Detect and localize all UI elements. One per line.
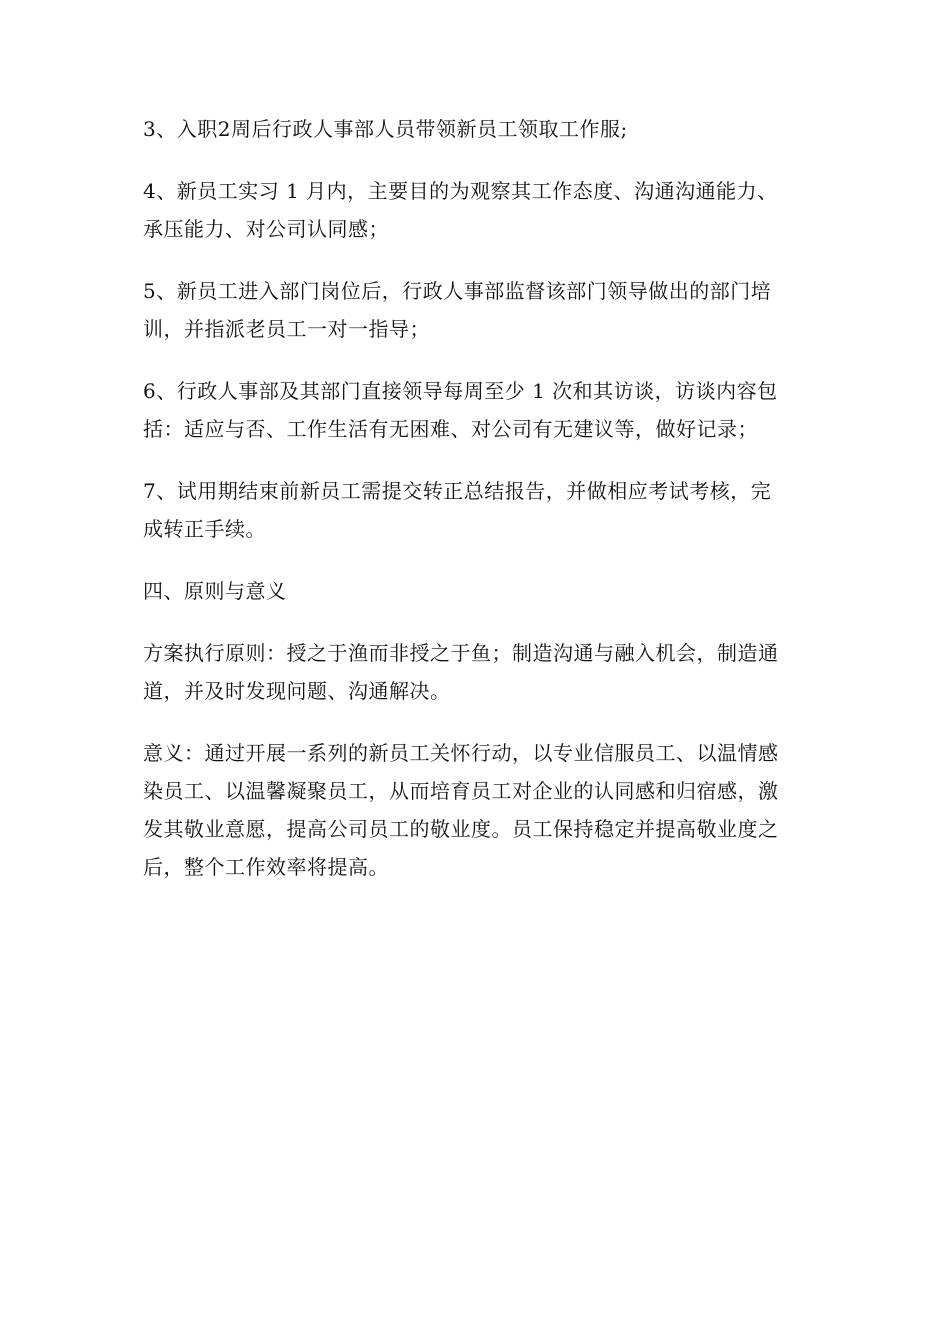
paragraph-item-4 <box>143 172 808 248</box>
paragraph-line: 后，整个工作效率将提高。 <box>143 855 389 879</box>
section-heading-text: 四、原则与意义 <box>143 579 287 603</box>
paragraph-line: 4、新员工实习 1 月内，主要目的为观察其工作态度、沟通沟通能力、 <box>143 179 778 203</box>
principle-paragraph <box>143 634 808 710</box>
document-body <box>143 110 808 910</box>
paragraph-line: 道，并及时发现问题、沟通解决。 <box>143 679 451 703</box>
significance-paragraph <box>143 734 808 886</box>
paragraph-line: 括：适应与否、工作生活有无困难、对公司有无建议等，做好记录； <box>143 417 758 441</box>
paragraph-line: 7、试用期结束前新员工需提交转正总结报告，并做相应考试考核，完 <box>143 479 772 503</box>
paragraph-line: 5、新员工进入部门岗位后，行政人事部监督该部门领导做出的部门培 <box>143 279 772 303</box>
paragraph-item-3 <box>143 110 808 148</box>
paragraph-line: 发其敬业意愿，提高公司员工的敬业度。员工保持稳定并提高敬业度之 <box>143 817 779 841</box>
paragraph-line: 意义：通过开展一系列的新员工关怀行动，以专业信服员工、以温情感 <box>143 741 779 765</box>
section-heading <box>143 572 808 610</box>
paragraph-line: 染员工、以温馨凝聚员工，从而培育员工对企业的认同感和归宿感，激 <box>143 779 779 803</box>
paragraph-line: 6、行政人事部及其部门直接领导每周至少 1 次和其访谈，访谈内容包 <box>143 379 778 403</box>
paragraph-line: 方案执行原则：授之于渔而非授之于鱼；制造沟通与融入机会，制造通 <box>143 641 779 665</box>
paragraph-line: 训，并指派老员工一对一指导； <box>143 317 430 341</box>
paragraph-line: 3、入职2周后行政人事部人员带领新员工领取工作服; <box>143 117 628 141</box>
paragraph-item-6 <box>143 372 808 448</box>
paragraph-item-7 <box>143 472 808 548</box>
paragraph-line: 成转正手续。 <box>143 517 266 541</box>
paragraph-line: 承压能力、对公司认同感； <box>143 217 389 241</box>
paragraph-item-5 <box>143 272 808 348</box>
